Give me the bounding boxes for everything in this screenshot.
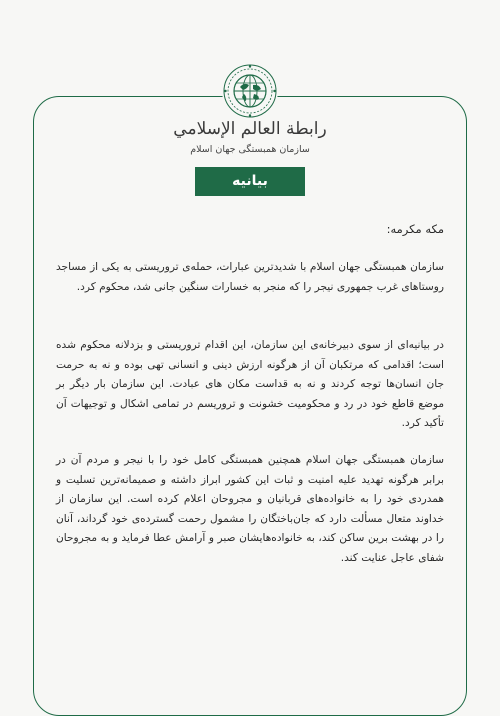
paragraph-solidarity-condolences: سازمان همبستگی جهان اسلام همچنین همبستگی کامل خود را با نیجر و مردم آن در برابر هرگونه تهدید علیه امنیت و ثبات این کشور ابراز داشته و صمیمانه‌ترین تسلیت و همدردی خود را به خانواده‌های قربانیان و مجروحان اعلام کرده است. این سازمان از خداوند متعال مسألت دارد که جان‌باختگان را مشمول رحمت گسترده‌ی خود گرداند، آنان را در بهشت برین ساکن کند، به خانواده‌هایشان صبر و آرامش عطا فرماید و به مجروحان شفای عاجل عنایت کند. [56, 454, 444, 564]
organization-name-persian: سازمان همبستگی جهان اسلام [190, 144, 310, 155]
letter-greeting: مکه مکرمه: [386, 222, 444, 236]
statement-banner: بیانیه [195, 167, 305, 196]
organization-logo [222, 63, 278, 119]
globe-emblem-icon [222, 63, 278, 119]
organization-name-arabic: رابطة العالم الإسلامي [173, 119, 327, 139]
paragraph-secretariat-statement: در بیانیه‌ای از سوی دبیرخانه‌ی این سازمان، این اقدام تروریستی و بزدلانه محکوم شده است؛ اقدامی که مرتکبان آن از هرگونه ارزش دینی و انسانی تهی بوده و نه به حرمت جان انسان‌ها توجه کردند و نه به قداست مکان های عبادت. این سازمان بار دیگر بر موضع قاطع خود در رد و محکومیت خشونت و تروریسم در تمامی اشکال و توجیهات آن تأکید کرد. [56, 339, 444, 430]
paragraph-condemnation: سازمان همبستگی جهان اسلام با شدیدترین عبارات، حمله‌ی تروریستی به یکی از مساجد روستاهای غرب جمهوری نیجر را که منجر به خسارات سنگین جانی شد، محکوم کرد. [56, 261, 444, 293]
